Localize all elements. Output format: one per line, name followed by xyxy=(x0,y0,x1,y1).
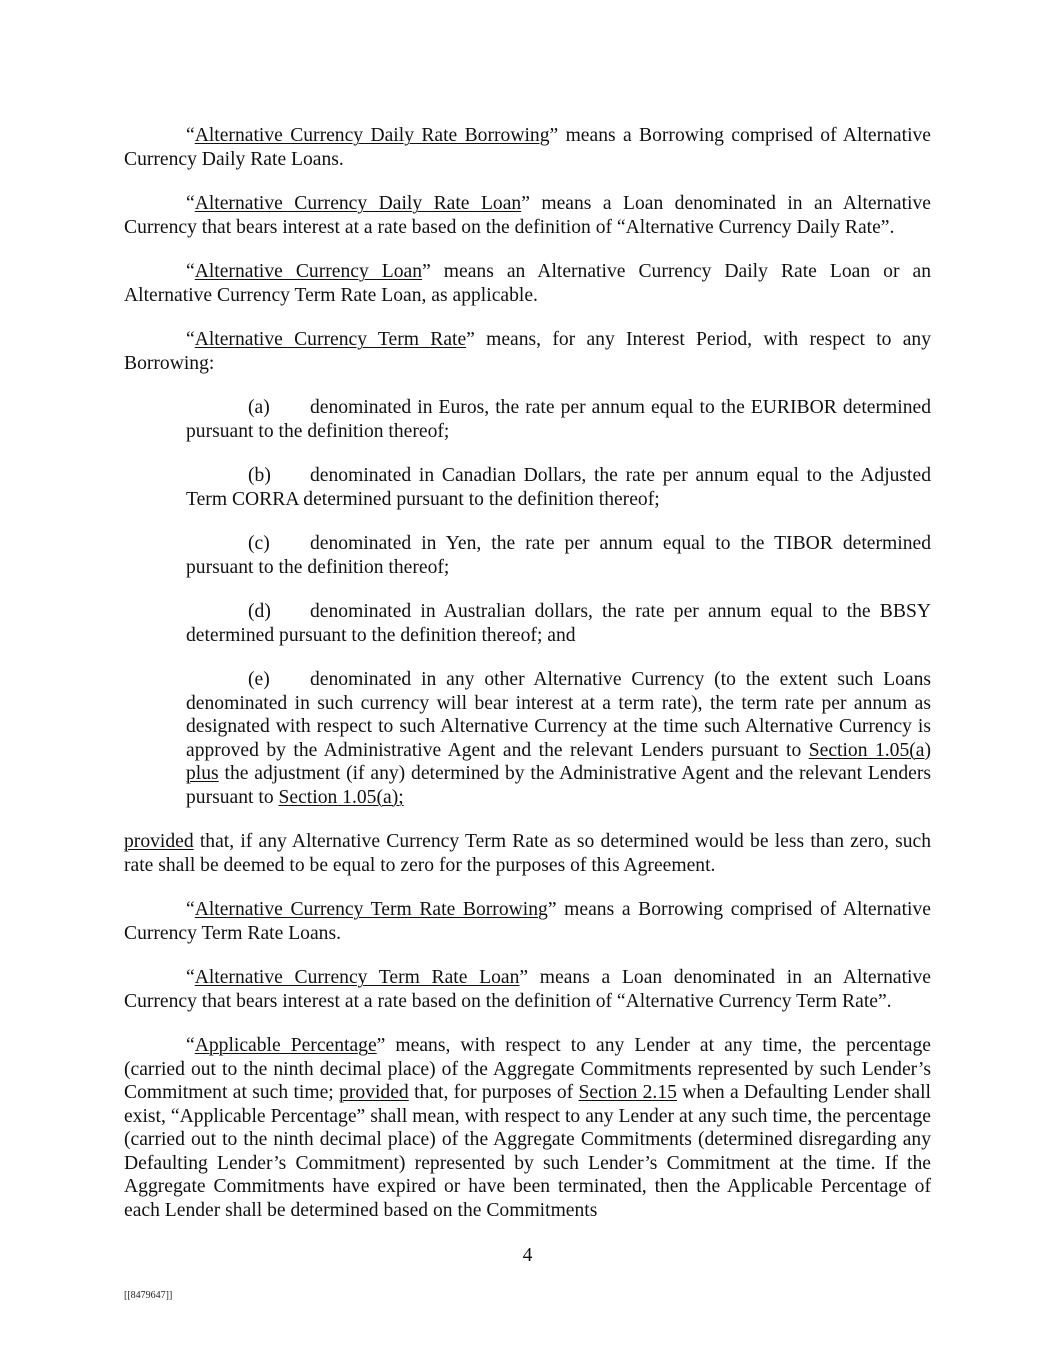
clause-c: (c) denominated in Yen, the rate per annum equal to the TIBOR determined pursuant to the definition thereof; xyxy=(186,533,931,578)
section-reference: Section 1.05(a); xyxy=(278,786,404,808)
defined-term: Applicable Percentage xyxy=(194,1035,377,1056)
clause-label: (d) xyxy=(248,601,271,622)
clause-d: (d) denominated in Australian dollars, the rate per annum equal to the BBSY determined pursuant to the definition thereof; and xyxy=(186,601,931,646)
definition-alt-currency-term-rate-loan: “Alternative Currency Term Rate Loan” means a Loan denominated in an Alternative Currency that bears interest at a rate based on the definition of “Alternative Currency Term Rate”. xyxy=(124,967,931,1012)
definition-alt-currency-daily-rate-loan: “Alternative Currency Daily Rate Loan” means a Loan denominated in an Alternative Currency that bears interest at a rate based on the definition of “Alternative Currency Daily Rate”. xyxy=(124,193,931,238)
document-page xyxy=(124,124,931,1243)
definition-alt-currency-loan: “Alternative Currency Loan” means an Alternative Currency Daily Rate Loan or an Alternative Currency Term Rate Loan, as applicable. xyxy=(124,261,931,306)
definition-alt-currency-term-rate: “Alternative Currency Term Rate” means, for any Interest Period, with respect to any Borrowing: xyxy=(124,329,931,374)
proviso-word: provided xyxy=(339,1082,409,1103)
defined-term: Alternative Currency Loan xyxy=(194,261,423,282)
defined-term: Alternative Currency Term Rate Borrowing xyxy=(194,899,548,920)
plus-emphasis: plus xyxy=(186,763,219,784)
definition-applicable-percentage: “Applicable Percentage” means, with respect to any Lender at any time, the percentage (carried out to the ninth decimal place) of the Aggregate Commitments represented by such Lender’s Commitment at such time; provided that, for purposes of Section 2.15 when a Defaulting Lender shall exist, “Applicable Percentage” shall mean, with respect to any Lender at any such time, the percentage (carried out to the ninth decimal place) of the Aggregate Commitments (determined disregarding any Defaulting Lender’s Commitment) represented by such Lender’s Commitment at the time. If the Aggregate Commitments have expired or have been terminated, then the Applicable Percentage of each Lender shall be determined based on the Commitments xyxy=(124,1035,931,1221)
clause-label: (e) xyxy=(248,669,270,690)
clause-label: (b) xyxy=(248,465,271,486)
clause-label: (a) xyxy=(248,397,270,418)
page-number: 4 xyxy=(522,1245,533,1266)
definition-alt-currency-daily-rate-borrowing: “Alternative Currency Daily Rate Borrowing” means a Borrowing comprised of Alternative Currency Daily Rate Loans. xyxy=(124,125,932,170)
clause-a: (a) denominated in Euros, the rate per annum equal to the EURIBOR determined pursuant to the definition thereof; xyxy=(186,397,931,442)
section-reference: Section 1.05(a xyxy=(808,739,925,761)
clause-e: (e) denominated in any other Alternative Currency (to the extent such Loans denominated in such currency will bear interest at a term rate), the term rate per annum as designated with respect to such Alternative Currency at the time such Alternative Currency is approved by the Administrative Agent and the relevant Lenders pursuant to Section 1.05(a) plus the adjustment (if any) determined by the Administrative Agent and the relevant Lenders pursuant to Section 1.05(a); xyxy=(186,669,931,808)
proviso-paragraph: provided that, if any Alternative Currency Term Rate as so determined would be less than zero, such rate shall be deemed to be equal to zero for the purposes of this Agreement. xyxy=(124,831,931,876)
clause-label: (c) xyxy=(248,533,270,554)
defined-term: Alternative Currency Daily Rate Borrowing xyxy=(194,125,550,146)
defined-term: Alternative Currency Term Rate xyxy=(194,329,467,350)
defined-term: Alternative Currency Term Rate Loan xyxy=(194,967,520,988)
definition-alt-currency-term-rate-borrowing: “Alternative Currency Term Rate Borrowing” means a Borrowing comprised of Alternative Currency Term Rate Loans. xyxy=(124,899,931,944)
clause-b: (b) denominated in Canadian Dollars, the rate per annum equal to the Adjusted Term CORRA determined pursuant to the definition thereof; xyxy=(186,465,931,510)
document-id: [[8479647]] xyxy=(124,1290,173,1301)
proviso-word: provided xyxy=(124,831,194,852)
defined-term: Alternative Currency Daily Rate Loan xyxy=(194,193,522,214)
section-reference: Section 2.15 xyxy=(578,1082,677,1103)
